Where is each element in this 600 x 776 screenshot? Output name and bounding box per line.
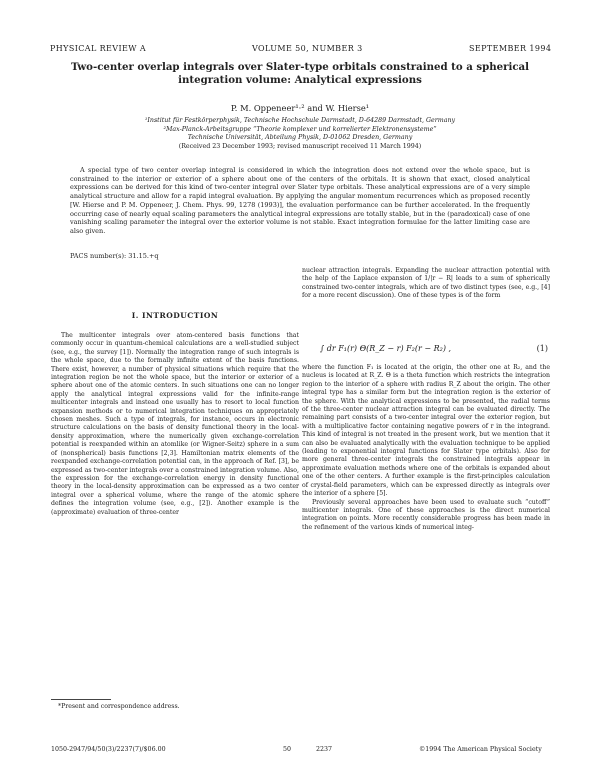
- left-column: [51, 332, 299, 517]
- pacs-numbers: PACS number(s): 31.15.+q: [70, 252, 159, 260]
- equation-number: (1): [536, 344, 548, 353]
- affiliation-2: ²Max-Planck-Arbeitsgruppe “Theorie komplexer und korrelierter Elektronensysteme”: [163, 125, 437, 133]
- right-column-bottom: [302, 364, 550, 532]
- copyright-notice: ©1994 The American Physical Society: [419, 746, 542, 753]
- intro-paragraph: The multicenter integrals over atom-centered basis functions that commonly occur in quantum-chemical calculations are a well-studied subject (see, e.g., the survey [1]). Normally the integration range of such integrals is the whole space, due to the formally infinite extent of the basis functions. There exist, however, a number of physical situations which require that the integration region be not the whole space, but the interior or exterior of a sphere about one of the atomic centers. In such situations one can no longer apply the analytical integral expressions valid for the infinite-range multicenter integrals and instead one usually has to resort to local function expansion methods or to numerical integration techniques on appropriately chosen meshes. Such a type of integrals, for instance, occurs in electronic structure calculations on the basis of density functional theory in the local-density approximation, where the numerically given exchange-correlation potential is reexpanded within an atomlike (or Wigner-Seitz) sphere in a sum of (nonspherical) basis functions [2,3]. Hamiltonian matrix elements of the reexpanded exchange-correlation potential can, in the approach of Ref. [3], be expressed as two-center integrals over a constrained integration volume. Also, the expression for the exchange-correlation energy in density functional theory in the local-density approximation can be expressed as a two center integral over a spherical volume, where the range of the atomic sphere defines the integration volume (see, e.g., [2]). Another example is the (approximate) evaluation of three-center: [51, 332, 299, 516]
- section-heading: I. INTRODUCTION: [131, 311, 219, 320]
- paragraph-continuation: nuclear attraction integrals. Expanding the nuclear attraction potential with the help of the Laplace expansion of 1/|r − R| leads to a sum of spherically constrained two-center integrals, which are of two distinct types (see, e.g., [4] for a more recent discussion). One of these types is of the form: [302, 267, 550, 300]
- issue-date: SEPTEMBER 1994: [469, 44, 552, 53]
- footnote: *Present and correspondence address.: [58, 703, 180, 710]
- affiliations: [60, 117, 540, 151]
- issn-code: 1050-2947/94/50(3)/2237(7)/$06.00: [51, 746, 166, 753]
- equation-1: [302, 344, 550, 358]
- page-number: 2237: [316, 746, 333, 753]
- author-list: P. M. Oppeneer¹·² and W. Hierse¹: [230, 103, 370, 113]
- footnote-rule: [51, 699, 111, 700]
- paragraph-after-equation: where the function F₁ is located at the origin, the other one at R₂, and the nucleus is located at R_Z. Θ is a theta function which restricts the integration region to the interior of a sphere with radius R_Z about the origin. The other integral type has a similar form but the integration region is the exterior of the sphere. With the analytical expressions to be presented, the radial terms of the three-center nuclear attraction integral can be evaluated directly. The remaining part consists of a two-center integral over the exterior region, but with a multiplicative factor containing negative powers of r in the integrand. This kind of integral is not treated in the present work, but we mention that it can also be evaluated analytically with the evaluation technique to be applied (leading to exponential integral functions for Slater type orbitals). Also for more general three-center integrals the constrained integrals appear in approximate evaluation methods where one of the orbitals is expanded about one of the other centers. A further example is the first-principles calculation of crystal-field parameters, which can be expressed directly as integrals over the interior of a sphere [5].: [302, 364, 550, 498]
- journal-name: PHYSICAL REVIEW A: [50, 44, 147, 53]
- footer-volume: 50: [283, 746, 292, 753]
- volume-number: VOLUME 50, NUMBER 3: [252, 44, 363, 53]
- paper-title: Two-center overlap integrals over Slater-type orbitals constrained to a spherical integration volume: Analytical expressions: [70, 61, 530, 86]
- right-column-top: [302, 267, 550, 301]
- paragraph-previous-approaches: Previously several approaches have been used to evaluate such “cutoff” multicenter integrals. One of these approaches is the direct numerical integration on points. More recently considerable progress has been made in the refinement of the various kinds of numerical integ-: [302, 498, 550, 531]
- received-dates: (Received 23 December 1993; revised manuscript received 11 March 1994): [178, 142, 422, 150]
- abstract: A special type of two center overlap integral is considered in which the integration does not extend over the whole space, but is constrained to the interior or exterior of a sphere about one of the centers of the orbitals. It is shown that exact, closed analytical expressions can be derived for this kind of two-center integral over Slater type orbitals. These analytical expressions are of a very simple analytical structure and allow for a rapid integral evaluation. By applying the angular momentum recurrences which as proposed recently [W. Hierse and P. M. Oppeneer, J. Chem. Phys. 99, 1278 (1993)], the evaluation performance can be further accelerated. In the frequently occurring case of nearly equal scaling parameters the analytical integral expressions are totally stable, but in the (paradoxical) case of one vanishing scaling parameter the integral over the exterior volume is not stable. Exact integration formulae for the latter limiting case are also given.: [70, 166, 530, 235]
- affiliation-3: Technische Universität, Abteilung Physik, D-01062 Dresden, Germany: [187, 134, 413, 142]
- equation-expression: ∫ dr F₁(r) Θ(R_Z − r) F₂(r − R₂) ,: [320, 344, 452, 353]
- affiliation-1: ¹Institut für Festkörperphysik, Technische Hochschule Darmstadt, D-64289 Darmstadt, Germany: [144, 117, 456, 124]
